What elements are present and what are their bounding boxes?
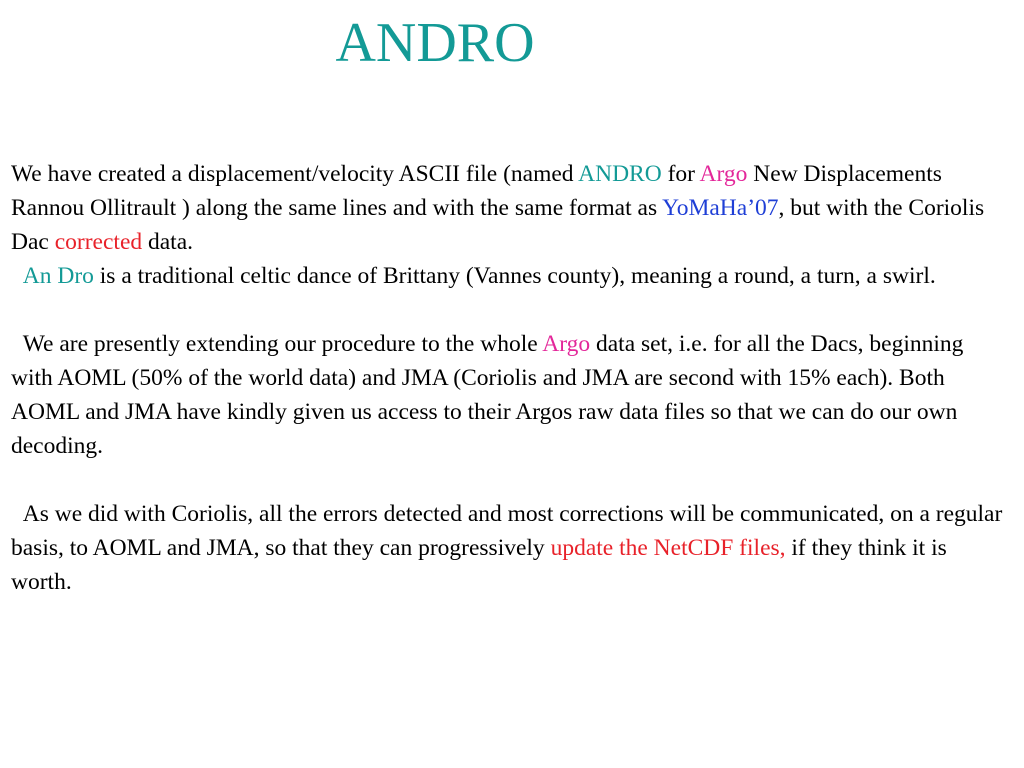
para3-text-2: data set, i.e. for all the Dacs, beginning with AOML (50% of the world data) and JMA (Coriolis and JMA are second with 15% each). Both AOML and JMA have kindly given us access to their Argos raw data files so that we can do our own decoding. [11,331,964,459]
paragraph-extending-procedure [11,327,1006,463]
yomaha-term: YoMaHa’07 [662,195,779,221]
andro-term: ANDRO [578,161,662,187]
update-netcdf-term: update the NetCDF files, [550,535,786,561]
para1-text-3: New Displacements Rannou Ollitrault ) along the same lines and with the same format as [11,161,942,221]
para1-text-2: for [661,161,700,187]
para1-text-5: data. [142,229,194,255]
paragraph-spacer [11,293,1006,327]
para2-text-1: is a traditional celtic dance of Brittany (Vannes county), meaning a round, a turn, a swirl. [93,263,936,289]
corrected-term: corrected [54,229,143,255]
slide-title: ANDRO [335,12,535,74]
paragraph-coriolis-corrections [11,497,1006,599]
argo-term: Argo [699,161,748,187]
para4-text-1: As we did with Coriolis, all the errors detected and most corrections will be communicated, on a regular basis, to AOML and JMA, so that they can progressively [11,501,1003,561]
para1-text-4: , but with the Coriolis Dac [11,195,985,255]
paragraph-andro-file [11,157,1006,259]
argo-term-2: Argo [542,331,591,357]
slide-body [11,157,1006,599]
para3-text-1: We are presently extending our procedure to the whole [22,331,543,357]
an-dro-term: An Dro [22,263,94,289]
paragraph-spacer [11,463,1006,497]
paragraph-an-dro [11,259,1006,293]
para4-text-2: if they think it is worth. [11,535,947,595]
para1-text-1: We have created a displacement/velocity ASCII file (named [11,161,579,187]
